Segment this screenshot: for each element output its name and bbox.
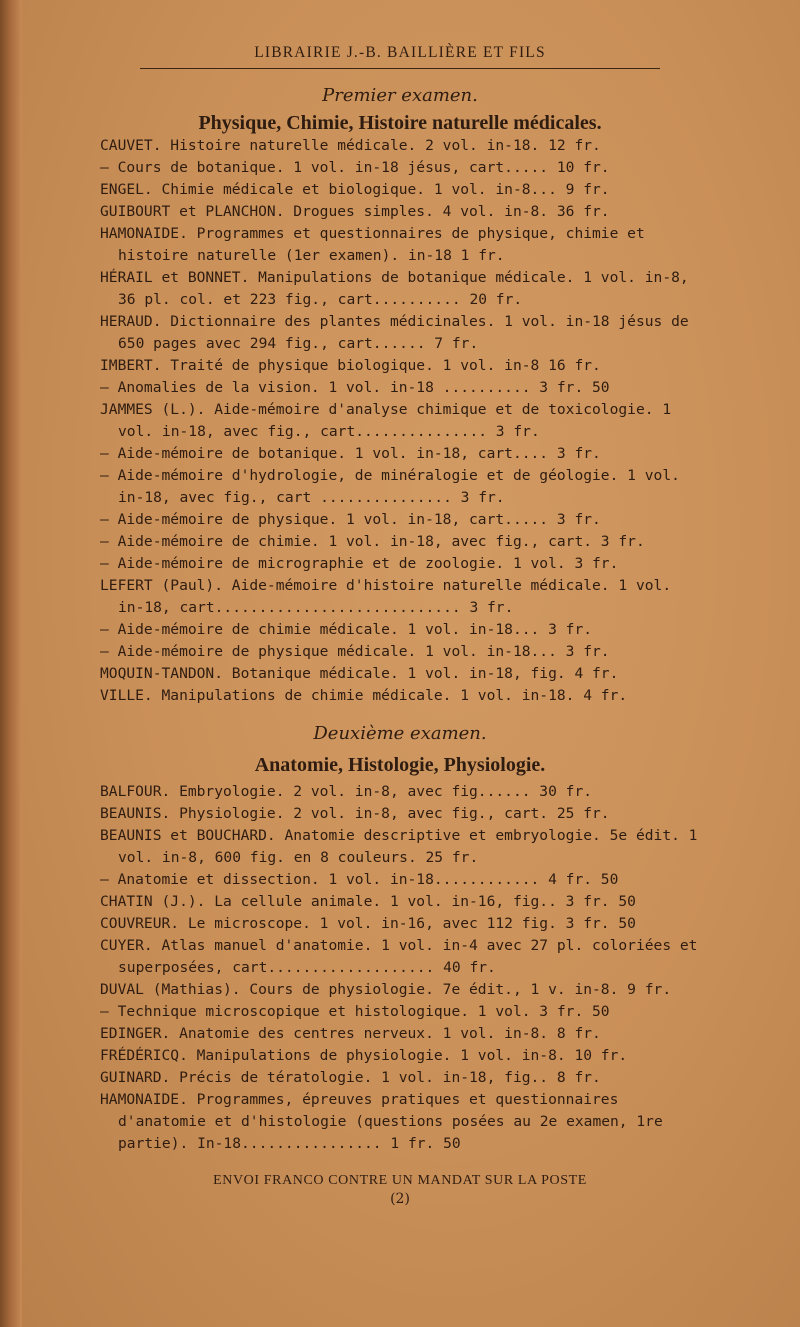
book-spine	[0, 0, 22, 1327]
catalog-entry: JAMMES (L.). Aide-mémoire d'analyse chimique et de toxicologie. 1 vol. in-18, avec fig., cart............... 3 fr.	[100, 401, 672, 440]
catalog-entry: CUYER. Atlas manuel d'anatomie. 1 vol. in-4 avec 27 pl. coloriées et superposées, cart................... 40 fr.	[100, 937, 698, 976]
entries-first-exam	[100, 135, 700, 707]
catalog-entry: COUVREUR. Le microscope. 1 vol. in-16, avec 112 fig. 3 fr. 50	[100, 915, 636, 932]
catalog-entry: HAMONAIDE. Programmes et questionnaires de physique, chimie et histoire naturelle (1er examen). in-18 1 fr.	[100, 225, 645, 264]
entries-second-exam	[100, 781, 700, 1155]
catalog-entry: — Aide-mémoire de physique médicale. 1 vol. in-18... 3 fr.	[100, 643, 610, 660]
exam-title-first: Premier examen.	[322, 85, 478, 106]
catalog-entry: — Aide-mémoire de botanique. 1 vol. in-18, cart.... 3 fr.	[100, 445, 601, 462]
catalog-entry: — Aide-mémoire de chimie médicale. 1 vol. in-18... 3 fr.	[100, 621, 593, 638]
catalog-entry: VILLE. Manipulations de chimie médicale. 1 vol. in-18. 4 fr.	[100, 687, 628, 704]
catalog-entry: — Aide-mémoire d'hydrologie, de minéralogie et de géologie. 1 vol. in-18, avec fig., cart ............... 3 fr.	[100, 467, 680, 506]
catalog-entry: CAUVET. Histoire naturelle médicale. 2 vol. in-18. 12 fr.	[100, 137, 601, 154]
catalog-entry: CHATIN (J.). La cellule animale. 1 vol. in-16, fig.. 3 fr. 50	[100, 893, 636, 910]
catalog-entry: BALFOUR. Embryologie. 2 vol. in-8, avec fig...... 30 fr.	[100, 783, 593, 800]
catalog-entry: BEAUNIS et BOUCHARD. Anatomie descriptive et embryologie. 5e édit. 1 vol. in-8, 600 fig. en 8 couleurs. 25 fr.	[100, 827, 698, 866]
publisher-header: LIBRAIRIE J.-B. BAILLIÈRE ET FILS	[140, 44, 660, 69]
catalog-entry: ENGEL. Chimie médicale et biologique. 1 vol. in-8... 9 fr.	[100, 181, 610, 198]
exam-title-second: Deuxième examen.	[313, 723, 487, 744]
catalog-entry: — Anomalies de la vision. 1 vol. in-18 .......... 3 fr. 50	[100, 379, 610, 396]
catalog-entry: GUINARD. Précis de tératologie. 1 vol. in-18, fig.. 8 fr.	[100, 1069, 601, 1086]
catalog-entry: HERAUD. Dictionnaire des plantes médicinales. 1 vol. in-18 jésus de 650 pages avec 294 fig., cart...... 7 fr.	[100, 313, 689, 352]
page-content	[100, 44, 700, 1207]
catalog-entry: HAMONAIDE. Programmes, épreuves pratiques et questionnaires d'anatomie et d'histologie (questions posées au 2e examen, 1re partie). In-18................ 1 fr. 50	[100, 1091, 663, 1152]
shipping-notice: ENVOI FRANCO CONTRE UN MANDAT SUR LA POSTE	[213, 1173, 587, 1188]
catalog-entry: — Technique microscopique et histologique. 1 vol. 3 fr. 50	[100, 1003, 610, 1020]
catalog-entry: — Aide-mémoire de physique. 1 vol. in-18, cart..... 3 fr.	[100, 511, 601, 528]
catalog-entry: FRÉDÉRICQ. Manipulations de physiologie. 1 vol. in-8. 10 fr.	[100, 1047, 628, 1064]
catalog-entry: BEAUNIS. Physiologie. 2 vol. in-8, avec fig., cart. 25 fr.	[100, 805, 610, 822]
catalog-entry: — Aide-mémoire de chimie. 1 vol. in-18, avec fig., cart. 3 fr.	[100, 533, 645, 550]
subject-heading-first: Physique, Chimie, Histoire naturelle médicales.	[198, 112, 602, 134]
catalog-entry: — Aide-mémoire de micrographie et de zoologie. 1 vol. 3 fr.	[100, 555, 619, 572]
catalog-entry: EDINGER. Anatomie des centres nerveux. 1 vol. in-8. 8 fr.	[100, 1025, 601, 1042]
catalog-entry: — Anatomie et dissection. 1 vol. in-18............ 4 fr. 50	[100, 871, 619, 888]
catalog-entry: DUVAL (Mathias). Cours de physiologie. 7e édit., 1 v. in-8. 9 fr.	[100, 981, 672, 998]
subject-heading-second: Anatomie, Histologie, Physiologie.	[254, 754, 546, 776]
catalog-entry: HÉRAIL et BONNET. Manipulations de botanique médicale. 1 vol. in-8, 36 pl. col. et 223 fig., cart.......... 20 fr.	[100, 269, 689, 308]
page-number: (2)	[390, 1191, 410, 1207]
catalog-entry: MOQUIN-TANDON. Botanique médicale. 1 vol. in-18, fig. 4 fr.	[100, 665, 619, 682]
catalog-entry: LEFERT (Paul). Aide-mémoire d'histoire naturelle médicale. 1 vol. in-18, cart............................ 3 fr.	[100, 577, 672, 616]
catalog-entry: IMBERT. Traité de physique biologique. 1 vol. in-8 16 fr.	[100, 357, 601, 374]
catalog-entry: GUIBOURT et PLANCHON. Drogues simples. 4 vol. in-8. 36 fr.	[100, 203, 610, 220]
catalog-entry: — Cours de botanique. 1 vol. in-18 jésus, cart..... 10 fr.	[100, 159, 610, 176]
catalog-page	[22, 0, 800, 1327]
